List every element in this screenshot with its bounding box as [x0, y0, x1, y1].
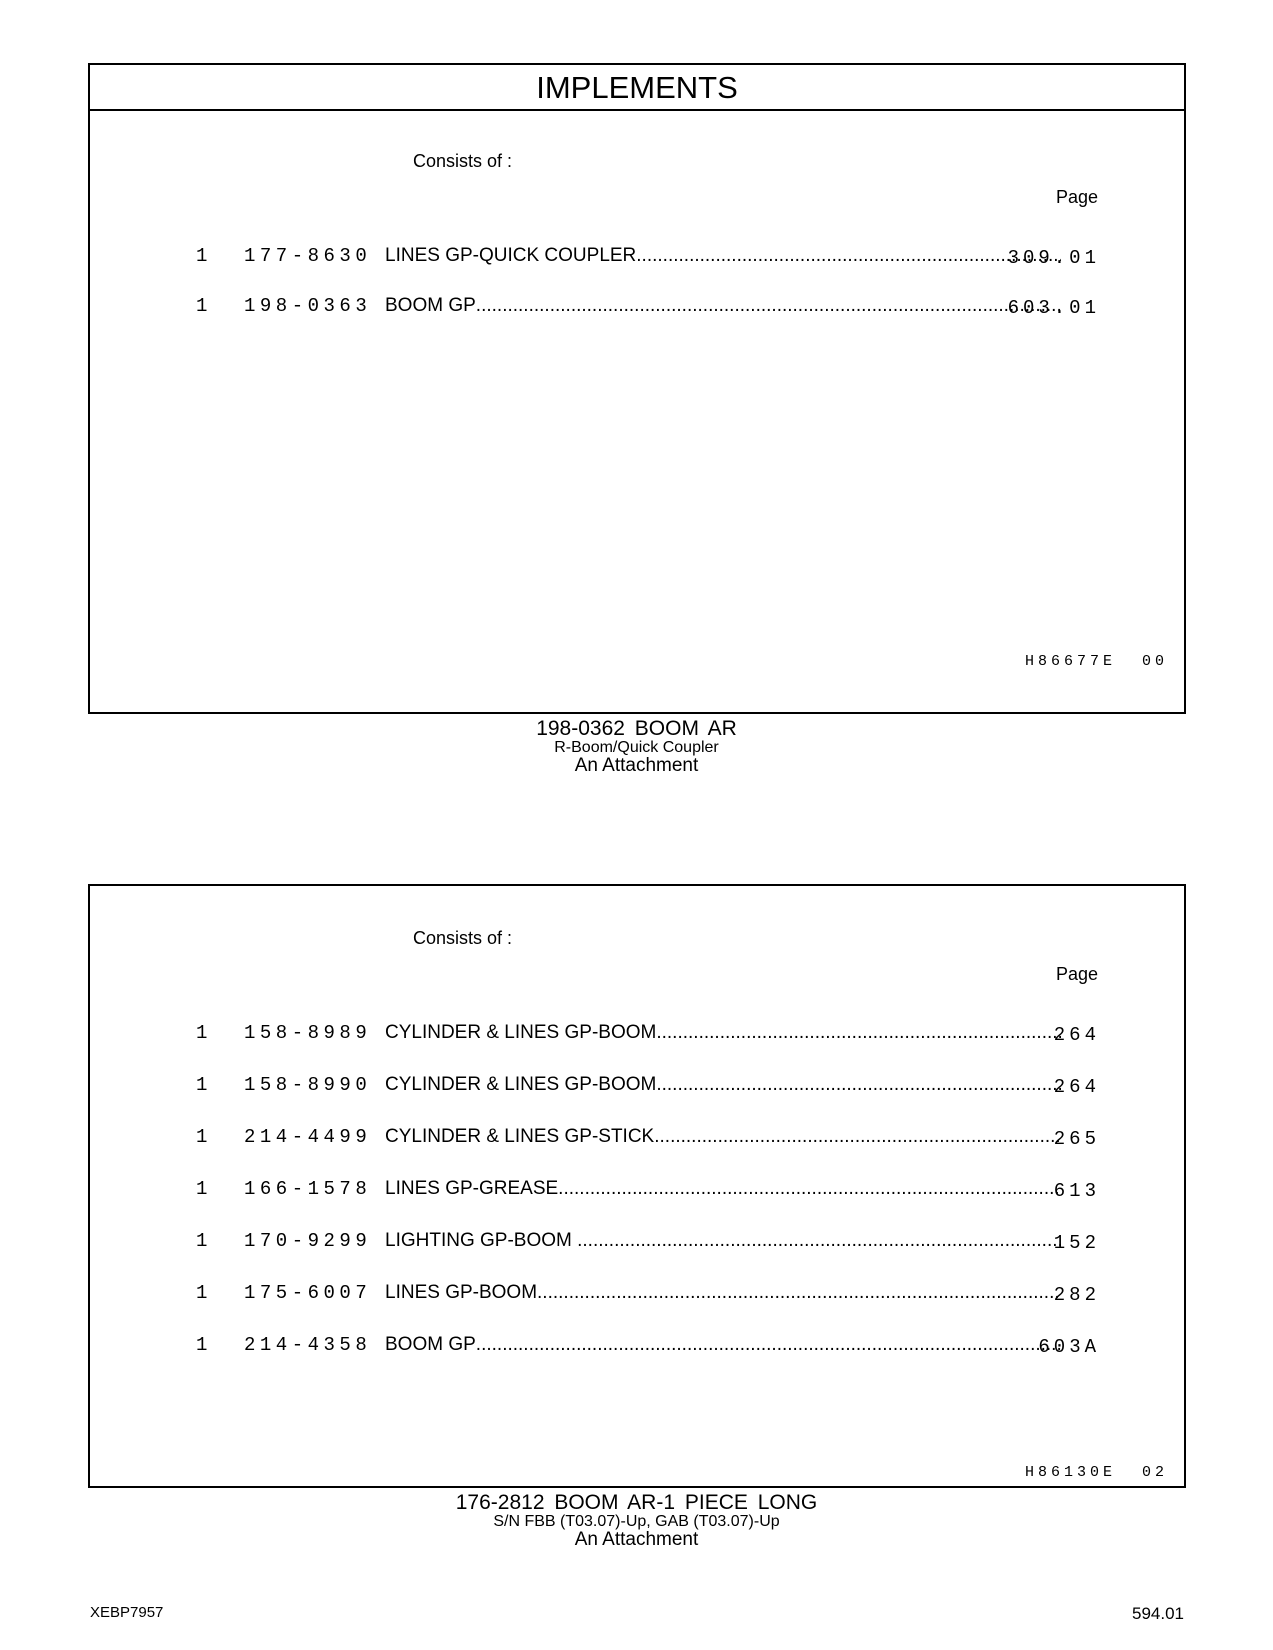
item-page-ref: 265: [1053, 1128, 1100, 1150]
item-description-leader: [385, 1230, 1061, 1252]
item-page-ref: 152: [1053, 1232, 1100, 1254]
item-quantity: 1: [196, 295, 208, 317]
item-page-ref: 613: [1053, 1180, 1100, 1202]
item-part-number: 170-9299: [244, 1230, 372, 1252]
item-page-ref: 264: [1053, 1076, 1100, 1098]
item-page-ref: 603.01: [1007, 297, 1100, 319]
item-description: LINES GP-BOOM: [385, 1282, 538, 1303]
caption-subtitle: R-Boom/Quick Coupler: [554, 739, 719, 756]
dot-leader: [476, 1334, 1061, 1356]
item-page-ref: 264: [1053, 1024, 1100, 1046]
dot-leader: [656, 1074, 1061, 1096]
section-title: IMPLEMENTS: [90, 65, 1184, 111]
item-part-number: 214-4499: [244, 1126, 372, 1148]
list-item: [90, 1230, 1184, 1260]
footer-document-id: XEBP7957: [90, 1604, 164, 1621]
item-part-number: 158-8989: [244, 1022, 372, 1044]
dot-leader: [476, 295, 1061, 317]
item-description-leader: [385, 295, 1061, 317]
item-description: CYLINDER & LINES GP-STICK: [385, 1126, 655, 1147]
item-quantity: 1: [196, 1334, 208, 1356]
parts-box-boom: [88, 884, 1186, 1488]
item-part-number: 177-8630: [244, 245, 372, 267]
item-part-number: 158-8990: [244, 1074, 372, 1096]
item-page-ref: 603A: [1038, 1336, 1100, 1358]
item-quantity: 1: [196, 1126, 208, 1148]
item-quantity: 1: [196, 1282, 208, 1304]
dot-leader: [636, 245, 1061, 267]
item-page-ref: 309.01: [1007, 247, 1100, 269]
item-page-ref: 282: [1053, 1284, 1100, 1306]
list-item: [90, 1074, 1184, 1104]
item-description-leader: [385, 245, 1061, 267]
footer-page-number: 594.01: [1132, 1604, 1184, 1623]
list-item: [90, 245, 1184, 275]
dot-leader: [558, 1178, 1061, 1200]
dot-leader: [537, 1282, 1061, 1304]
section-caption: [0, 1492, 1273, 1550]
item-quantity: 1: [196, 1230, 208, 1252]
item-part-number: 175-6007: [244, 1282, 372, 1304]
item-description: CYLINDER & LINES GP-BOOM: [385, 1022, 657, 1043]
list-item: [90, 1282, 1184, 1312]
item-description: LIGHTING GP-BOOM: [385, 1230, 578, 1251]
item-part-number: 214-4358: [244, 1334, 372, 1356]
dot-leader: [656, 1022, 1061, 1044]
consists-of-label: Consists of :: [413, 928, 513, 948]
item-description: BOOM GP: [385, 295, 476, 316]
item-description: LINES GP-QUICK COUPLER: [385, 245, 637, 266]
item-description-leader: [385, 1282, 1061, 1304]
illustration-ref-code: H86130E 02: [1024, 1464, 1168, 1481]
dot-leader: [577, 1230, 1061, 1252]
item-quantity: 1: [196, 1178, 208, 1200]
dot-leader: [654, 1126, 1061, 1148]
page-column-header: Page: [1056, 187, 1099, 207]
list-item: [90, 1022, 1184, 1052]
list-item: [90, 1334, 1184, 1364]
item-description-leader: [385, 1334, 1061, 1356]
item-description-leader: [385, 1074, 1061, 1096]
illustration-ref-code: H86677E 00: [1024, 653, 1168, 670]
list-item: [90, 1126, 1184, 1156]
item-quantity: 1: [196, 1022, 208, 1044]
list-item: [90, 295, 1184, 325]
page-column-header: Page: [1056, 964, 1099, 984]
item-quantity: 1: [196, 1074, 208, 1096]
item-description: LINES GP-GREASE: [385, 1178, 559, 1199]
caption-title: 176-2812 BOOM AR-1 PIECE LONG: [455, 1491, 818, 1514]
caption-attachment: An Attachment: [574, 1529, 699, 1550]
list-item: [90, 1178, 1184, 1208]
item-description: BOOM GP: [385, 1334, 476, 1355]
consists-of-label: Consists of :: [413, 151, 513, 171]
item-description-leader: [385, 1022, 1061, 1044]
item-description-leader: [385, 1178, 1061, 1200]
parts-box-implements: [88, 63, 1186, 714]
caption-title: 198-0362 BOOM AR: [536, 717, 737, 740]
item-description: CYLINDER & LINES GP-BOOM: [385, 1074, 657, 1095]
section-caption: [0, 718, 1273, 776]
item-part-number: 198-0363: [244, 295, 372, 317]
caption-subtitle: S/N FBB (T03.07)-Up, GAB (T03.07)-Up: [493, 1513, 780, 1530]
item-description-leader: [385, 1126, 1061, 1148]
item-part-number: 166-1578: [244, 1178, 372, 1200]
item-quantity: 1: [196, 245, 208, 267]
caption-attachment: An Attachment: [574, 755, 699, 776]
